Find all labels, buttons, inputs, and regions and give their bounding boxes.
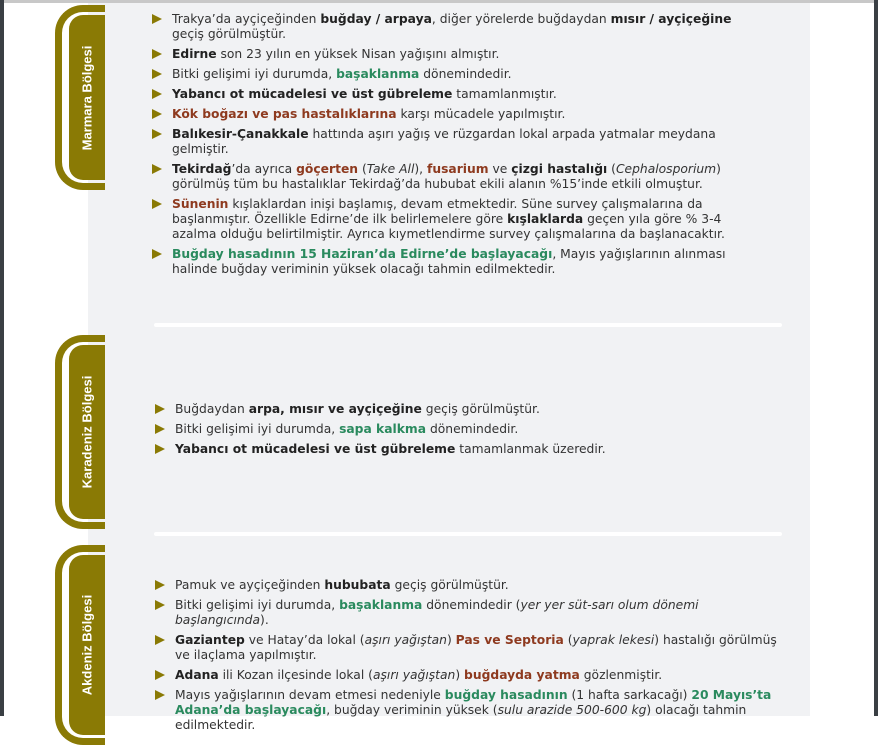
triangle-bullet-icon (152, 89, 162, 99)
list-item (155, 442, 755, 457)
text-run: buğdayda yatma (464, 668, 580, 682)
akdeniz-list (155, 578, 795, 738)
triangle-bullet-icon (152, 49, 162, 59)
list-item (152, 127, 752, 157)
text-run: geçiş görülmüştür. (421, 402, 540, 416)
triangle-bullet-icon (152, 69, 162, 79)
tab-marmara (69, 15, 105, 180)
section-tab-akdeniz (55, 545, 105, 745)
text-run: (1 hafta sarkacağı) (567, 688, 692, 702)
text-run: kışlaklarda (507, 212, 584, 226)
section-title-marmara: Marmara Bölgesi (79, 45, 95, 150)
triangle-bullet-icon (152, 109, 162, 119)
list-item (155, 422, 755, 437)
triangle-bullet-icon (152, 199, 162, 209)
text-run: geçiş görülmüştür. (390, 578, 509, 592)
text-run: Buğdaydan (175, 402, 249, 416)
text-run: başaklanma (339, 598, 423, 612)
list-item (152, 87, 752, 102)
text-run: ) görülmüş tüm bu hastalıklar Tekirdağ’da hububat ekili alanın %15’inde etkili olmuştur. (172, 162, 721, 191)
tab-karadeniz (69, 345, 105, 519)
text-run: , Mayıs yağışlarının alınması halinde buğday veriminin yüksek olacağı tahmin edilmektedir. (172, 247, 726, 276)
text-run: Take All (366, 162, 415, 176)
section-divider (154, 323, 782, 327)
list-item (155, 633, 795, 663)
text-run: Bitki gelişimi iyi durumda, (175, 598, 340, 612)
text-run: Tekirdağ (172, 162, 232, 176)
text-run: Pamuk ve ayçiçeğinden (175, 578, 325, 592)
text-run: Yabancı ot mücadelesi ve üst gübreleme (172, 87, 453, 101)
text-run: Kök boğazı ve pas hastalıklarına (172, 107, 397, 121)
text-run: çizgi hastalığı (511, 162, 608, 176)
triangle-bullet-icon (155, 670, 165, 680)
text-run: ) (455, 668, 465, 682)
text-run: yer yer süt-sarı olum dönemi başlangıcında (175, 598, 699, 627)
marmara-list (152, 12, 752, 282)
text-run: dönemindedir. (426, 422, 519, 436)
text-run: dönemindedir ( (422, 598, 521, 612)
triangle-bullet-icon (152, 14, 162, 24)
triangle-bullet-icon (155, 424, 165, 434)
section-divider (154, 532, 782, 536)
text-run: karşı mücadele yapılmıştır. (396, 107, 566, 121)
triangle-bullet-icon (152, 129, 162, 139)
text-run: Trakya’da ayçiçeğinden (172, 12, 321, 26)
triangle-bullet-icon (155, 690, 165, 700)
list-item (152, 247, 752, 277)
list-item (152, 67, 752, 82)
list-item (152, 197, 752, 242)
text-run: aşırı yağıştan (372, 668, 456, 682)
text-run: Gaziantep (175, 633, 245, 647)
text-run: Balıkesir-Çanakkale (172, 127, 309, 141)
text-run: sapa kalkma (339, 422, 427, 436)
text-run: Bitki gelişimi iyi durumda, (172, 67, 337, 81)
section-tab-marmara (55, 5, 105, 190)
text-run: sulu arazide 500-600 kg (497, 703, 647, 717)
text-run: Sünenin (172, 197, 229, 211)
text-run: ) hastalığı görülmüş ve ilaçlama yapılmıştır. (175, 633, 777, 662)
list-item (152, 162, 752, 192)
triangle-bullet-icon (155, 580, 165, 590)
text-run: Bitki gelişimi iyi durumda, (175, 422, 340, 436)
text-run: geçiş görülmüştür. (172, 27, 287, 41)
text-run: göçerten (296, 162, 359, 176)
text-run: hattında aşırı yağış ve rüzgardan lokal arpada yatmalar meydana gelmiştir. (172, 127, 716, 156)
text-run: buğday hasadının (444, 688, 568, 702)
right-frame-border (874, 0, 878, 716)
text-run: kışlaklardan inişi başlamış, devam etmektedir. Süne survey çalışmalarına da başlanmıştır. Özellikle Edirne’de ilk belirlemelere göre (172, 197, 703, 226)
list-item (155, 402, 755, 417)
text-run: aşırı yağıştan (364, 633, 447, 647)
text-run: son 23 yılın en yüksek Nisan yağışını almıştır. (216, 47, 500, 61)
section-title-karadeniz: Karadeniz Bölgesi (79, 375, 95, 489)
text-run: ’da ayrıca (231, 162, 297, 176)
list-item (152, 47, 752, 62)
text-run: başaklanma (336, 67, 420, 81)
text-run: ( (607, 162, 616, 176)
text-run: ve Hatay’da lokal ( (244, 633, 365, 647)
list-item (152, 107, 752, 122)
list-item (155, 598, 795, 628)
text-run: Mayıs yağışlarının devam etmesi nedeniyle (175, 688, 445, 702)
text-run: Yabancı ot mücadelesi ve üst gübreleme (175, 442, 456, 456)
list-item (155, 668, 795, 683)
text-run: Adana (175, 668, 219, 682)
text-run: ) olacağı tahmin edilmektedir. (175, 703, 747, 732)
text-run: Edirne (172, 47, 217, 61)
text-run: Cephalosporium (615, 162, 717, 176)
text-run: buğday / arpaya (320, 12, 432, 26)
list-item (152, 12, 752, 42)
text-run: gözlenmiştir. (579, 668, 663, 682)
text-run: ), (414, 162, 427, 176)
triangle-bullet-icon (155, 404, 165, 414)
list-item (155, 578, 795, 593)
text-run: ). (260, 613, 269, 627)
text-run: tamamlanmak üzeredir. (455, 442, 606, 456)
text-run: ( (563, 633, 573, 647)
left-frame-border (0, 0, 4, 716)
text-run: Pas ve Septoria (455, 633, 564, 647)
text-run: 20 Mayıs’ta Adana’da başlayacağı (175, 688, 772, 717)
text-run: mısır / ayçiçeğine (610, 12, 732, 26)
text-run: , buğday veriminin yüksek ( (326, 703, 498, 717)
karadeniz-list (155, 402, 755, 462)
tab-akdeniz (69, 555, 105, 735)
triangle-bullet-icon (155, 444, 165, 454)
triangle-bullet-icon (155, 635, 165, 645)
text-run: arpa, mısır ve ayçiçeğine (248, 402, 422, 416)
list-item (155, 688, 795, 733)
text-run: ) (446, 633, 456, 647)
triangle-bullet-icon (152, 249, 162, 259)
text-run: hububata (324, 578, 391, 592)
section-title-akdeniz: Akdeniz Bölgesi (79, 594, 95, 696)
text-run: ve (488, 162, 512, 176)
text-run: , diğer yörelerde buğdaydan (431, 12, 611, 26)
text-run: fusarium (427, 162, 489, 176)
text-run: ( (358, 162, 367, 176)
text-run: dönemindedir. (419, 67, 512, 81)
triangle-bullet-icon (152, 164, 162, 174)
text-run: tamamlanmıştır. (452, 87, 557, 101)
text-run: Buğday hasadının 15 Haziran’da Edirne’de başlayacağı (172, 247, 553, 261)
section-tab-karadeniz (55, 335, 105, 529)
triangle-bullet-icon (155, 600, 165, 610)
text-run: yaprak lekesi (572, 633, 655, 647)
text-run: ili Kozan ilçesinde lokal ( (218, 668, 373, 682)
document-page (79, 3, 810, 732)
text-run: geçen yıla göre % 3-4 azalma olduğu belirtilmiştir. Ayrıca kıymetlendirme survey çalışmalarına da başlanacaktır. (172, 212, 725, 241)
